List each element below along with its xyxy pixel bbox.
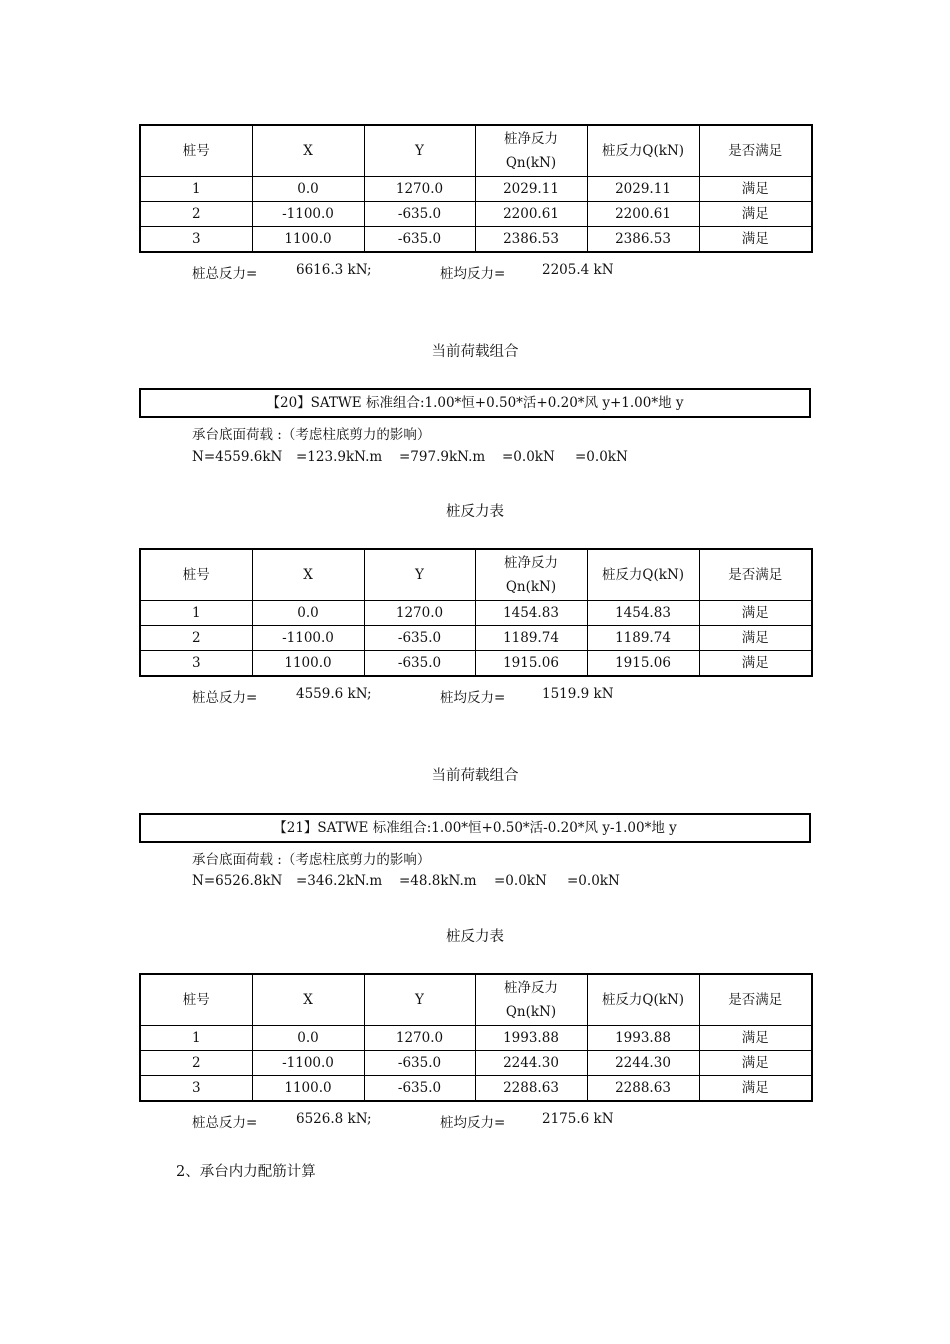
- pile-reaction-table-1: [139, 124, 813, 253]
- avg-reaction-label: 桩均反力=: [440, 266, 506, 282]
- table-row: [140, 601, 812, 626]
- load-mx: =346.2kN.m: [296, 873, 383, 889]
- section-heading-cap-design: 2、承台内力配筋计算: [176, 1164, 316, 1180]
- section-title-load-combo-21: 当前荷载组合: [431, 768, 519, 784]
- cell: 满足: [699, 1026, 812, 1051]
- cell: 1993.88: [587, 1026, 699, 1051]
- header-reaction: 桩反力Q(kN): [587, 125, 699, 177]
- header-x: X: [252, 974, 364, 1026]
- cell: 1454.83: [587, 601, 699, 626]
- load-vy: =0.0kN: [575, 449, 628, 465]
- section-title-load-combo-20: 当前荷载组合: [431, 344, 519, 360]
- cell: 2029.11: [475, 177, 587, 202]
- cell: 1100.0: [252, 1076, 364, 1102]
- header-y: Y: [364, 549, 475, 601]
- cell: -635.0: [364, 227, 475, 253]
- header-x: X: [252, 125, 364, 177]
- load-n: N=6526.8kN: [192, 873, 283, 889]
- avg-reaction-value: 1519.9 kN: [542, 686, 614, 702]
- cell: 1: [140, 177, 252, 202]
- header-y: Y: [364, 974, 475, 1026]
- load-n: N=4559.6kN: [192, 449, 283, 465]
- header-reaction: 桩反力Q(kN): [587, 549, 699, 601]
- cell: 1915.06: [587, 651, 699, 677]
- cell: -635.0: [364, 651, 475, 677]
- total-reaction-label: 桩总反力=: [192, 1115, 258, 1131]
- load-vy: =0.0kN: [567, 873, 620, 889]
- cell: 1189.74: [587, 626, 699, 651]
- cell: 满足: [699, 601, 812, 626]
- cell: 1270.0: [364, 1026, 475, 1051]
- table-title-21: 桩反力表: [446, 929, 504, 945]
- table-row: [140, 626, 812, 651]
- total-reaction-value: 4559.6 kN;: [296, 686, 372, 702]
- table-header-row: [140, 125, 812, 177]
- table-title-20: 桩反力表: [446, 504, 504, 520]
- cell: 1100.0: [252, 227, 364, 253]
- cell: 2288.63: [475, 1076, 587, 1102]
- load-combo-box-20: 【20】SATWE 标准组合:1.00*恒+0.50*活+0.20*风 y+1.00*地 y: [139, 388, 811, 418]
- cell: -1100.0: [252, 202, 364, 227]
- cell: 2288.63: [587, 1076, 699, 1102]
- header-net-reaction: 桩净反力 Qn(kN): [475, 125, 587, 177]
- cell: 3: [140, 227, 252, 253]
- table-row: [140, 1076, 812, 1102]
- cell: 2: [140, 202, 252, 227]
- table-header-row: [140, 974, 812, 1026]
- cell: 满足: [699, 1051, 812, 1076]
- cell: 2244.30: [587, 1051, 699, 1076]
- total-reaction-value: 6526.8 kN;: [296, 1111, 372, 1127]
- header-pile-no: 桩号: [140, 125, 252, 177]
- cell: 1270.0: [364, 601, 475, 626]
- header-y: Y: [364, 125, 475, 177]
- load-vx: =0.0kN: [502, 449, 555, 465]
- avg-reaction-value: 2175.6 kN: [542, 1111, 614, 1127]
- header-pile-no: 桩号: [140, 974, 252, 1026]
- header-x: X: [252, 549, 364, 601]
- header-satisfied: 是否满足: [699, 974, 812, 1026]
- avg-reaction-value: 2205.4 kN: [542, 262, 614, 278]
- cell: 1: [140, 601, 252, 626]
- cell: 2386.53: [587, 227, 699, 253]
- cell: 满足: [699, 202, 812, 227]
- table-row: [140, 227, 812, 253]
- header-satisfied: 是否满足: [699, 125, 812, 177]
- pile-reaction-table-2: [139, 548, 813, 677]
- cell: 2: [140, 1051, 252, 1076]
- load-title-21: 承台底面荷载 :（考虑柱底剪力的影响）: [192, 852, 431, 868]
- cell: 1993.88: [475, 1026, 587, 1051]
- cell: 1915.06: [475, 651, 587, 677]
- cell: 满足: [699, 651, 812, 677]
- cell: -635.0: [364, 626, 475, 651]
- cell: 2200.61: [587, 202, 699, 227]
- load-mx: =123.9kN.m: [296, 449, 383, 465]
- cell: -1100.0: [252, 626, 364, 651]
- cell: -635.0: [364, 1051, 475, 1076]
- total-reaction-value: 6616.3 kN;: [296, 262, 372, 278]
- cell: 0.0: [252, 177, 364, 202]
- header-net-reaction: 桩净反力 Qn(kN): [475, 974, 587, 1026]
- cell: 1189.74: [475, 626, 587, 651]
- cell: 1454.83: [475, 601, 587, 626]
- cell: 2200.61: [475, 202, 587, 227]
- load-vx: =0.0kN: [494, 873, 547, 889]
- cell: 1100.0: [252, 651, 364, 677]
- cell: 1270.0: [364, 177, 475, 202]
- header-satisfied: 是否满足: [699, 549, 812, 601]
- table-header-row: [140, 549, 812, 601]
- total-reaction-label: 桩总反力=: [192, 690, 258, 706]
- load-my: =797.9kN.m: [399, 449, 486, 465]
- cell: 1: [140, 1026, 252, 1051]
- table-row: [140, 1051, 812, 1076]
- total-reaction-label: 桩总反力=: [192, 266, 258, 282]
- header-net-reaction: 桩净反力 Qn(kN): [475, 549, 587, 601]
- table-row: [140, 202, 812, 227]
- cell: 3: [140, 1076, 252, 1102]
- load-my: =48.8kN.m: [399, 873, 477, 889]
- cell: 2386.53: [475, 227, 587, 253]
- cell: -635.0: [364, 202, 475, 227]
- cell: -635.0: [364, 1076, 475, 1102]
- table-row: [140, 1026, 812, 1051]
- load-combo-box-21: 【21】SATWE 标准组合:1.00*恒+0.50*活-0.20*风 y-1.00*地 y: [139, 813, 811, 843]
- cell: 满足: [699, 1076, 812, 1102]
- cell: 满足: [699, 177, 812, 202]
- table-row: [140, 651, 812, 677]
- cell: 满足: [699, 626, 812, 651]
- pile-reaction-table-3: [139, 973, 813, 1102]
- cell: -1100.0: [252, 1051, 364, 1076]
- cell: 满足: [699, 227, 812, 253]
- cell: 3: [140, 651, 252, 677]
- cell: 2: [140, 626, 252, 651]
- cell: 2244.30: [475, 1051, 587, 1076]
- cell: 2029.11: [587, 177, 699, 202]
- cell: 0.0: [252, 1026, 364, 1051]
- load-title-20: 承台底面荷载 :（考虑柱底剪力的影响）: [192, 427, 431, 443]
- header-reaction: 桩反力Q(kN): [587, 974, 699, 1026]
- header-pile-no: 桩号: [140, 549, 252, 601]
- table-row: [140, 177, 812, 202]
- avg-reaction-label: 桩均反力=: [440, 690, 506, 706]
- avg-reaction-label: 桩均反力=: [440, 1115, 506, 1131]
- cell: 0.0: [252, 601, 364, 626]
